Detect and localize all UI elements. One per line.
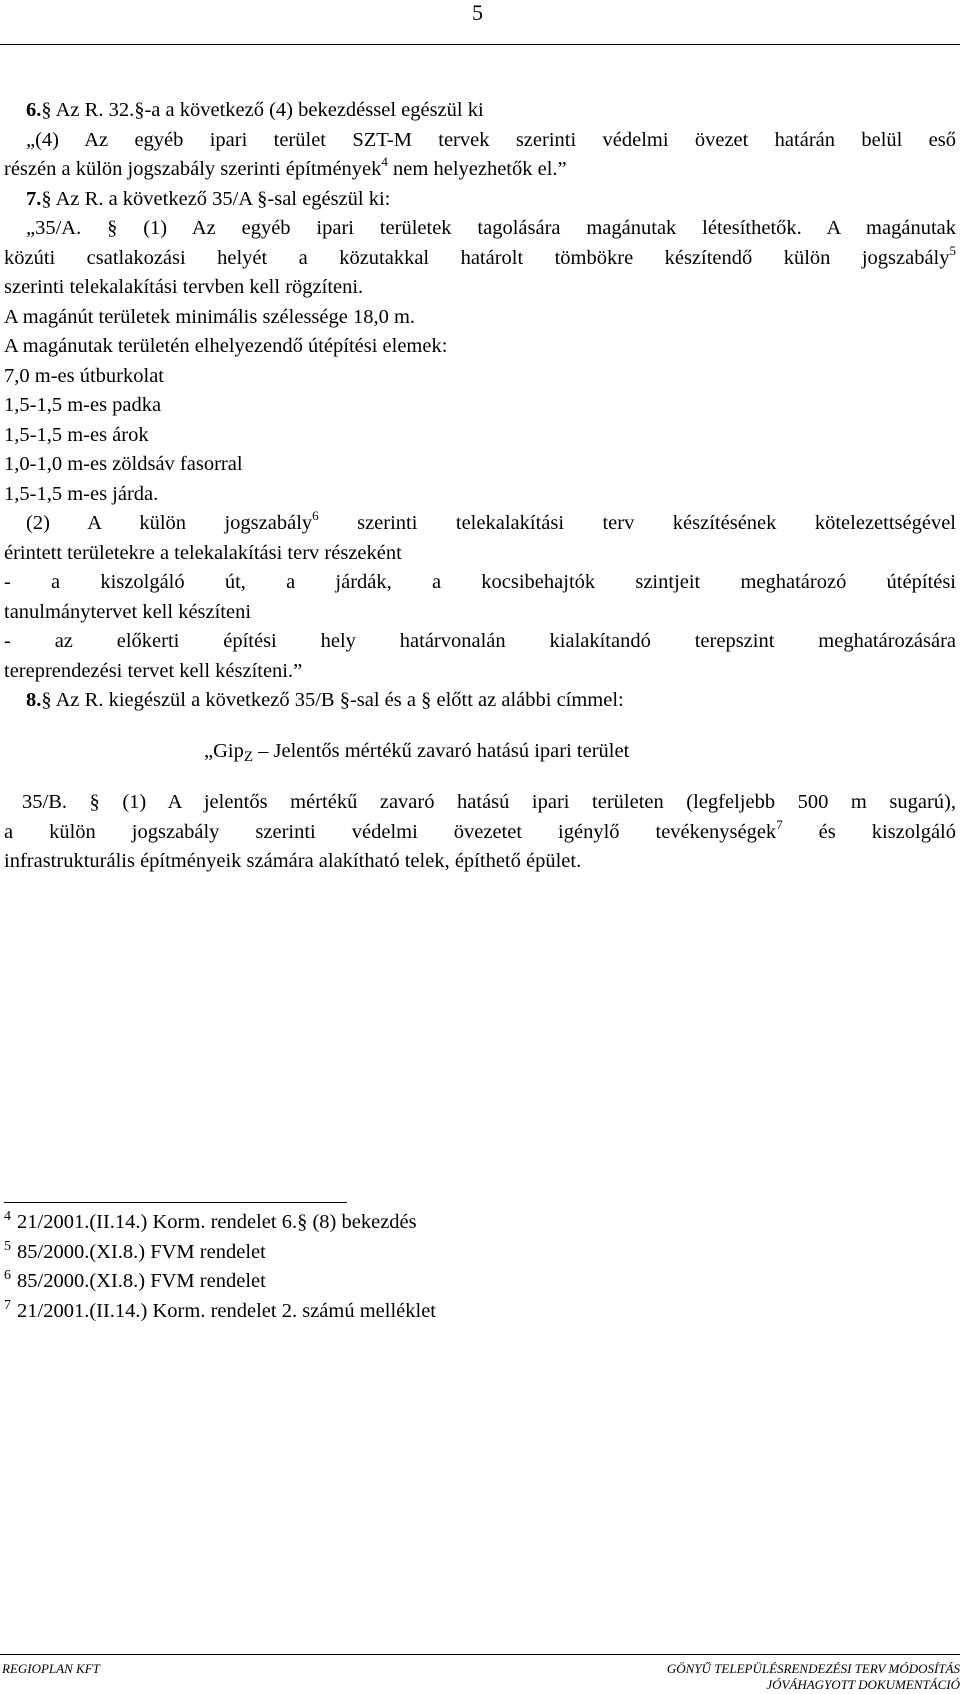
bullet-terrain-plan: - az előkerti építési hely határvonalán kialakítandó terepszint meghatározására bbox=[4, 630, 956, 652]
list-item: 1,5-1,5 m-es padka bbox=[4, 394, 162, 416]
section-number: 7. bbox=[26, 187, 42, 210]
paragraph-text: nem helyezhetők el.” bbox=[387, 158, 567, 180]
footnote-ref: 6 bbox=[312, 508, 319, 523]
paragraph-35a-cont bbox=[4, 244, 956, 274]
bullet-road-plan: - a kiszolgáló út, a járdák, a kocsibehajtók szintjeit meghatározó útépítési bbox=[4, 571, 956, 593]
list-item: 1,5-1,5 m-es árok bbox=[4, 423, 149, 446]
section-number: 8. bbox=[26, 689, 42, 711]
paragraph-4-quote-cont bbox=[4, 155, 956, 185]
paragraph-35b-cont bbox=[4, 818, 956, 848]
paragraph-width: A magánút területek minimális szélessége 18,0 m. bbox=[4, 305, 416, 328]
footnote-number: 4 bbox=[4, 1209, 11, 1224]
paragraph-7 bbox=[4, 185, 956, 215]
bullet-terrain-plan-cont: tereprendezési tervet kell készíteni.” bbox=[4, 659, 303, 682]
paragraph-text: § Az R. a következő 35/A §-sal egészül ki: bbox=[41, 187, 391, 210]
footnote-ref: 7 bbox=[776, 816, 783, 832]
paragraph-text: „(4) Az egyéb ipari terület SZT-M tervek szerinti védelmi övezet határán belül eső bbox=[26, 128, 956, 151]
paragraph-2-cont: érintett területekre a telekalakítási terv részeként bbox=[4, 541, 402, 564]
paragraph-text: szerinti telekalakítási terv készítésének kötelezettségével bbox=[318, 512, 956, 534]
paragraph-text: részén a külön jogszabály szerinti építmények bbox=[4, 158, 382, 180]
paragraph-35b-end: infrastrukturális építményeik számára alakítható telek, építhető épület. bbox=[4, 850, 582, 872]
footer-right bbox=[640, 1661, 960, 1693]
footnote bbox=[4, 1267, 436, 1297]
paragraph-4-quote bbox=[4, 126, 956, 156]
page-number: 5 bbox=[472, 0, 483, 25]
footnote bbox=[4, 1297, 436, 1327]
bullet-road-plan-cont: tanulmánytervet kell készíteni bbox=[4, 600, 252, 623]
footnote bbox=[4, 1208, 436, 1238]
footer-rule bbox=[0, 1654, 960, 1655]
heading-text: – Jelentős mértékű zavaró hatású ipari terület bbox=[253, 739, 630, 762]
paragraph-8 bbox=[4, 686, 956, 716]
list-item: 1,0-1,0 m-es zöldsáv fasorral bbox=[4, 453, 243, 475]
section-number: 6. bbox=[26, 99, 42, 121]
footnote-ref: 5 bbox=[949, 242, 956, 258]
heading-text: „Gip bbox=[204, 739, 244, 762]
section-heading bbox=[4, 737, 956, 767]
footnote bbox=[4, 1238, 436, 1268]
list-item: 7,0 m-es útburkolat bbox=[4, 364, 164, 387]
footnote-ref: 4 bbox=[381, 154, 388, 169]
footnote-text: 21/2001.(II.14.) Korm. rendelet 6.§ (8) bekezdés bbox=[17, 1211, 417, 1233]
footnote-text: 21/2001.(II.14.) Korm. rendelet 2. számú melléklet bbox=[17, 1299, 436, 1322]
paragraph-2 bbox=[4, 509, 956, 539]
paragraph-35b bbox=[4, 788, 956, 818]
paragraph-elements: A magánutak területén elhelyezendő útépítési elemek: bbox=[4, 335, 448, 357]
list-item: 1,5-1,5 m-es járda. bbox=[4, 482, 159, 505]
paragraph-35a bbox=[4, 214, 956, 244]
footnote-text: 85/2000.(XI.8.) FVM rendelet bbox=[17, 1270, 266, 1292]
paragraph-text: § Az R. kiegészül a következő 35/B §-sal és a § előtt az alábbi címmel: bbox=[41, 689, 624, 711]
paragraph-text: (2) A külön jogszabály bbox=[26, 512, 313, 534]
footer-left: REGIOPLAN KFT bbox=[2, 1661, 100, 1676]
paragraph-6 bbox=[4, 96, 956, 126]
footnote-number: 7 bbox=[4, 1297, 11, 1313]
paragraph-text: közúti csatlakozási helyét a közutakkal határolt tömbökre készítendő külön jogszabály bbox=[4, 246, 950, 269]
footnotes bbox=[4, 1208, 436, 1326]
footer-project-title: GÖNYŰ TELEPÜLÉSRENDEZÉSI TERV MÓDOSÍTÁS bbox=[666, 1661, 960, 1676]
paragraph-text: „35/A. § (1) Az egyéb ipari területek tagolására magánutak létesíthetők. A magánutak bbox=[26, 217, 956, 239]
header-rule bbox=[0, 44, 960, 45]
paragraph-text: a külön jogszabály szerinti védelmi övezetet igénylő tevékenységek bbox=[4, 820, 777, 843]
paragraph-text: § Az R. 32.§-a a következő (4) bekezdéssel egészül ki bbox=[41, 99, 484, 121]
footnote-number: 6 bbox=[4, 1268, 11, 1283]
footnote-number: 5 bbox=[4, 1238, 11, 1254]
footer-document-status: JÓVÁHAGYOTT DOKUMENTÁCIÓ bbox=[766, 1677, 960, 1692]
heading-subscript: Z bbox=[243, 748, 254, 765]
paragraph-text: 35/B. § (1) A jelentős mértékű zavaró hatású ipari területen (legfeljebb 500 m sugarú), bbox=[22, 791, 956, 813]
body-text bbox=[4, 96, 956, 877]
paragraph-35a-end bbox=[4, 273, 956, 303]
footnote-text: 85/2000.(XI.8.) FVM rendelet bbox=[17, 1240, 266, 1263]
paragraph-text: és kiszolgáló bbox=[782, 820, 956, 843]
paragraph-text: szerinti telekalakítási tervben kell rögzíteni. bbox=[4, 276, 364, 298]
footnote-separator bbox=[4, 1202, 347, 1203]
